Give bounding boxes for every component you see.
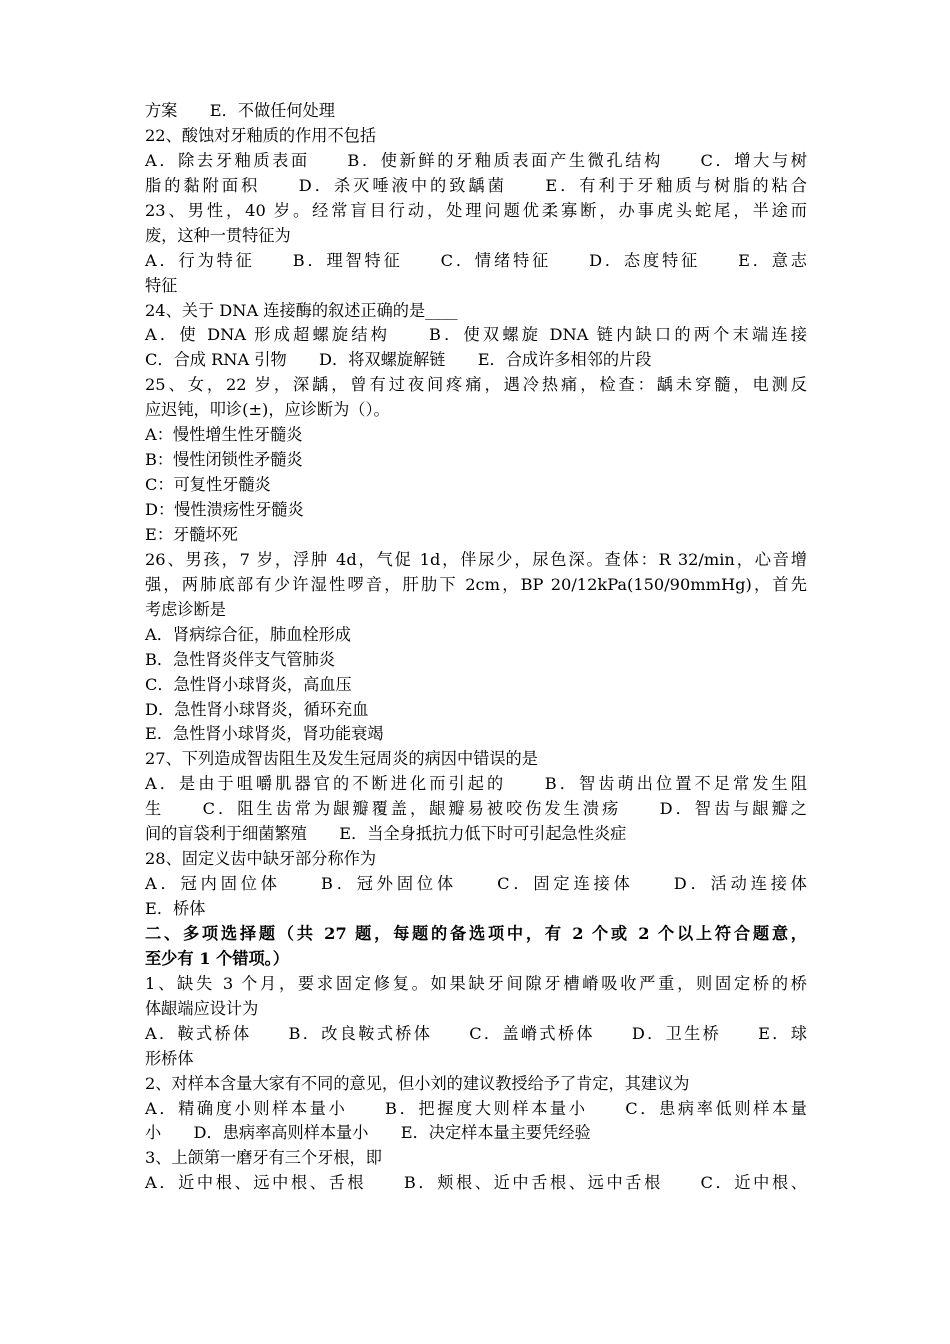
text-line: A．精确度小则样本量小 B．把握度大则样本量小 C．患病率低则样本量 [145,1098,807,1118]
text-line: A．肾病综合征，肺血栓形成 [145,624,351,644]
text-line: 2、对样本含量大家有不同的意见，但小刘的建议教授给予了肯定，其建议为 [145,1073,690,1093]
text-line: 23、男性，40 岁。经常盲目行动，处理问题优柔寡断，办事虎头蛇尾，半途而 [145,200,807,220]
text-line: 方案 E．不做任何处理 [145,101,335,120]
text-line: C：可复性牙髓炎 [145,475,271,495]
text-line: 强，两肺底部有少许湿性啰音，肝肋下 2cm，BP 20/12kPa(150/90mmHg)，首先 [145,574,807,594]
text-line: 生 C．阻生齿常为龈瓣覆盖，龈瓣易被咬伤发生溃疡 D．智齿与龈瓣之 [145,799,807,819]
text-line: D．急性肾小球肾炎，循环充血 [145,699,369,719]
text-line: 间的盲袋利于细菌繁殖 E．当全身抵抗力低下时可引起急性炎症 [145,824,627,844]
text-line: A．行为特征 B．理智特征 C．情绪特征 D．态度特征 E．意志 [145,250,807,270]
text-line: 二、多项选择题（共 27 题，每题的备选项中，有 2 个或 2 个以上符合题意， [145,923,807,943]
text-line: A．冠内固位体 B．冠外固位体 C．固定连接体 D．活动连接体 [145,874,807,894]
text-line: 考虑诊断是 [145,599,226,619]
text-line: 废，这种一贯特征为 [145,225,291,245]
text-line: 形桥体 [145,1048,194,1068]
text-line: B：慢性闭锁性矛髓炎 [145,450,303,470]
document-page [145,99,807,1196]
text-line: 3、上颌第一磨牙有三个牙根，即 [145,1148,382,1168]
text-line: 特征 [145,275,178,295]
text-line: A．是由于咀嚼肌器官的不断进化而引起的 B．智齿萌出位置不足常发生阻 [145,774,807,794]
text-line: 脂的黏附面积 D．杀灭唾液中的致龋菌 E．有利于牙釉质与树脂的粘合 [145,175,807,195]
text-line: 1、缺失 3 个月，要求固定修复。如果缺牙间隙牙槽嵴吸收严重，则固定桥的桥 [145,973,807,993]
text-line: A．近中根、远中根、舌根 B．颊根、近中舌根、远中舌根 C．近中根、 [145,1173,807,1193]
text-line: A：慢性增生性牙髓炎 [145,425,303,445]
text-line: B．急性肾炎伴支气管肺炎 [145,649,335,669]
text-line: 小 D．患病率高则样本量小 E．决定样本量主要凭经验 [145,1123,591,1143]
text-line: 22、酸蚀对牙釉质的作用不包括 [145,125,377,145]
text-line: D：慢性溃疡性牙髓炎 [145,500,304,519]
text-line: A．使 DNA 形成超螺旋结构 B．使双螺旋 DNA 链内缺口的两个末端连接 [145,325,807,345]
text-line: A．鞍式桥体 B．改良鞍式桥体 C．盖嵴式桥体 D．卫生桥 E．球 [145,1023,807,1043]
text-line: C．急性肾小球肾炎，高血压 [145,674,352,694]
text-line: 24、关于 DNA 连接酶的叙述正确的是____ [145,300,458,320]
text-line: 25、女，22 岁，深龋，曾有过夜间疼痛，遇冷热痛，检查：龋未穿髓，电测反 [145,375,807,395]
text-line: 至少有 1 个错项。） [145,948,289,968]
text-line: 26、男孩，7 岁，浮肿 4d，气促 1d，伴尿少，尿色深。查体：R 32/min，心音增 [145,549,807,569]
text-line: 28、固定义齿中缺牙部分称作为 [145,849,377,869]
text-line: 27、下列造成智齿阻生及发生冠周炎的病因中错误的是 [145,749,538,769]
text-line: 体龈端应设计为 [145,998,259,1018]
text-line: 应迟钝，叩诊(±)，应诊断为（）。 [145,400,390,420]
text-line: A．除去牙釉质表面 B．使新鲜的牙釉质表面产生微孔结构 C．增大与树 [145,150,807,170]
text-line: E．桥体 [145,899,206,918]
text-line: E．急性肾小球肾炎，肾功能衰竭 [145,724,384,744]
text-line: E：牙髓坏死 [145,524,238,544]
text-line: C．合成 RNA 引物 D．将双螺旋解链 E．合成许多相邻的片段 [145,350,652,370]
